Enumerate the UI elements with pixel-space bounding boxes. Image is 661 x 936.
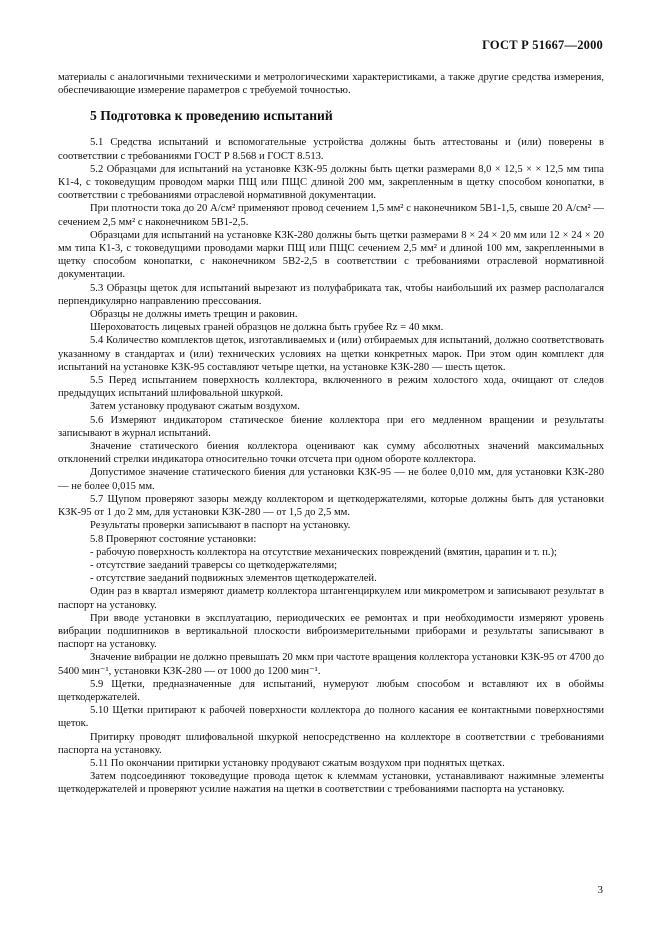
page-number: 3 [597,884,603,896]
list-item: - отсутствие заеданий подвижных элементов щеткодержателей. [90,573,377,585]
paragraph: Образцы не должны иметь трещин и раковин. [90,309,298,321]
paragraph: 5.1 Средства испытаний и вспомогательные устройства должны быть аттестованы и (или) поверены в соответствии с требованиями ГОСТ Р 8.568 и ГОСТ 8.513. [58,137,604,162]
paragraph: Результаты проверки записывают в паспорт на установку. [90,520,351,532]
paragraph: Шероховатость лицевых граней образцов не должна быть грубее Rz = 40 мкм. [90,322,444,334]
paragraph: 5.4 Количество комплектов щеток, изготавливаемых и (или) отбираемых для испытаний, должно соответствовать указанному в стандартах и (или) технических условиях на щетки конкретных марок. При этом один комплект для испытаний на установке КЗК-95 составляют четыре щетки, на установке КЗК-280 — шесть щеток. [58,335,604,373]
paragraph: 5.6 Измеряют индикатором статическое биение коллектора при его медленном вращении и результаты записывают в журнал испытаний. [58,414,604,439]
list-item: - отсутствие заеданий траверсы со щеткодержателями; [90,559,338,571]
paragraph: 5.5 Перед испытанием поверхность коллектора, включенного в режим холостого хода, очищают от следов предыдущих испытаний шлифовальной шкуркой. [58,375,604,400]
paragraph: 5.8 Проверяют состояние установки: [90,533,257,545]
paragraph: Образцами для испытаний на установке КЗК-280 должны быть щетки размерами 8 × 24 × 20 мм или 12 × 24 × 20 мм типа К1-3, с токоведущими проводами марки ПЩ или ПЩС сечением 2,5 мм² и длиной 100 мм, закрепленными в щетку способом конопатки, с наконечником 5В2-2,5 в соответствии с требованиями отраслевой нормативной документации. [58,229,604,281]
list-item: - рабочую поверхность коллектора на отсутствие механических повреждений (вмятин, царапин и т. п.); [90,546,557,558]
document-header: ГОСТ Р 51667—2000 [482,38,603,52]
paragraph: материалы с аналогичными техническими и метрологическими характеристиками, а также другие средства измерения, обеспечивающие измерение параметров с требуемой точностью. [58,72,604,97]
paragraph: 5.2 Образцами для испытаний на установке КЗК-95 должны быть щетки размерами 8,0 × 12,5 × × 12,5 мм типа К1-4, с токоведущим проводом марки ПЩ или ПЩС длиной 200 мм, закрепленным в щетку способом конопатки, в соответствии с требованиями отраслевой нормативной документации. [58,163,604,202]
paragraph: 5.7 Щупом проверяют зазоры между коллектором и щеткодержателями, которые должны быть для установки КЗК-95 от 1 до 2 мм, для установки КЗК-280 — от 1,5 до 2,5 мм. [58,493,604,519]
paragraph: При плотности тока до 20 А/см² применяют провод сечением 1,5 мм² с наконечником 5В1-1,5, свыше 20 А/см² — сечением 2,5 мм² с наконечником 5В1-2,5. [58,203,604,228]
page-body [58,71,604,797]
section-heading: 5 Подготовка к проведению испытаний [90,108,333,124]
paragraph: Допустимое значение статического биения для установки КЗК-95 — не более 0,010 мм, для установки КЗК-280 — не более 0,015 мм. [58,467,604,492]
paragraph: 5.10 Щетки притирают к рабочей поверхности коллектора до полного касания ее контактными поверхностями щеток. [58,705,604,730]
paragraph: Притирку проводят шлифовальной шкуркой непосредственно на коллекторе в соответствии с требованиями паспорта на установку. [58,731,604,756]
paragraph: Затем подсоединяют токоведущие провода щеток к клеммам установки, устанавливают нажимные элементы щеткодержателей и проверяют усилие нажатия на щетки в соответствии с требованиями паспорта на установку. [58,771,604,796]
paragraph: Один раз в квартал измеряют диаметр коллектора штангенциркулем или микрометром и записывают результат в паспорт на установку. [58,586,604,611]
paragraph: Значение вибрации не должно превышать 20 мкм при частоте вращения коллектора установки КЗК-95 от 4700 до 5400 мин⁻¹, установки КЗК-280 — от 1000 до 1200 мин⁻¹. [58,652,604,677]
paragraph: Значение статического биения коллектора оценивают как сумму абсолютных значений максимальных отклонений стрелки индикатора относительно точки отсчета при одном обороте коллектора. [58,441,604,466]
paragraph: При вводе установки в эксплуатацию, периодических ее ремонтах и при необходимости измеряют уровень вибрации подшипников в вертикальной плоскости виброизмерительными приборами и результаты записывают в паспорт на установку. [58,612,604,651]
paragraph: Затем установку продувают сжатым воздухом. [90,401,300,413]
paragraph: 5.11 По окончании притирки установку продувают сжатым воздухом при поднятых щетках. [90,757,505,769]
paragraph: 5.9 Щетки, предназначенные для испытаний, нумеруют любым способом и вставляют их в обоймы щеткодержателей. [58,678,604,703]
paragraph: 5.3 Образцы щеток для испытаний вырезают из полуфабриката так, чтобы наибольший их размер располагался перпендикулярно направлению прессования. [58,282,604,307]
